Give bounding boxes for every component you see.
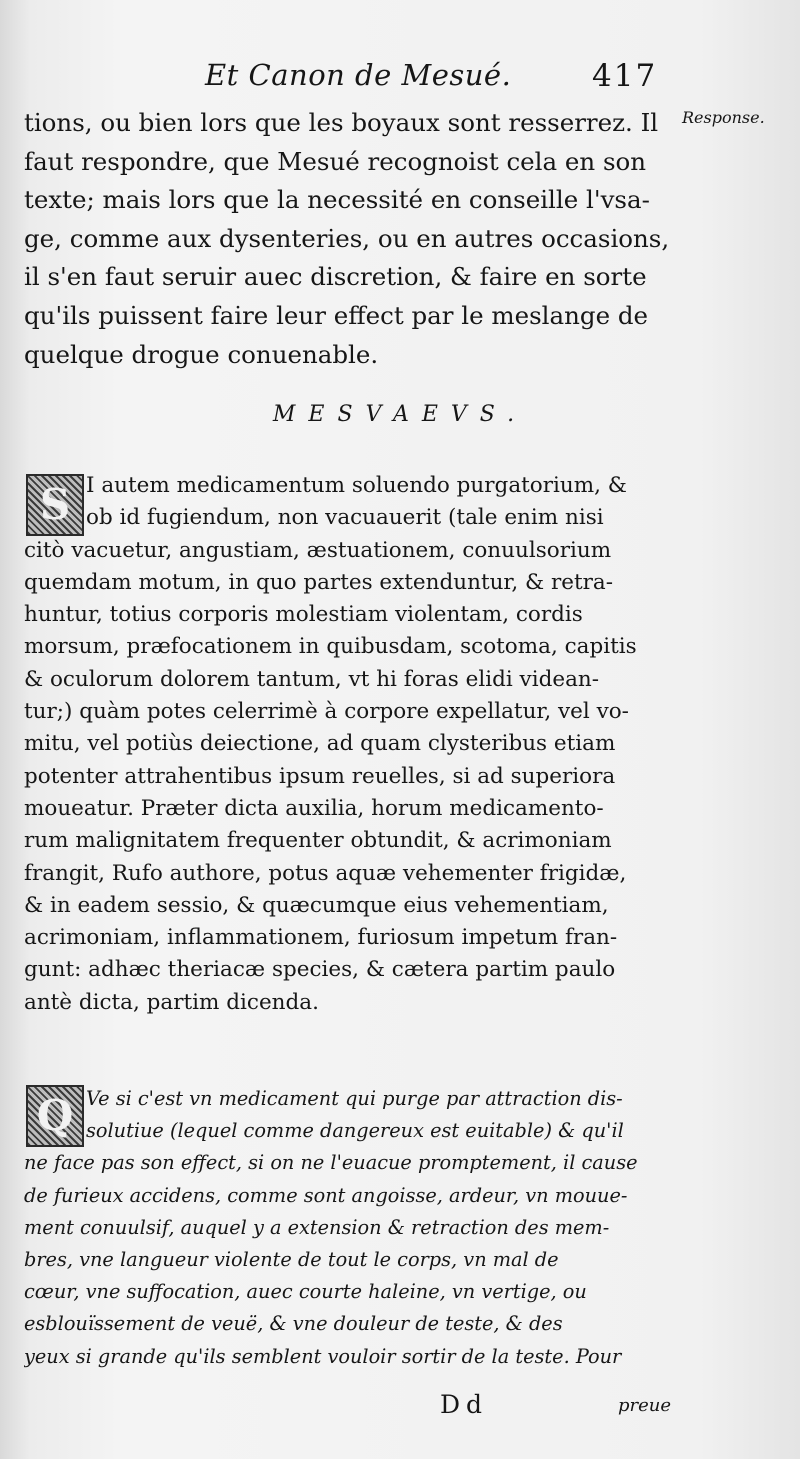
text-line: acrimoniam, inflammationem, furiosum impetum fran- [24, 925, 618, 951]
text-line: potenter attrahentibus ipsum reuelles, si ad superiora [24, 763, 616, 789]
french-commentary-top [24, 104, 676, 374]
text-line: antè dicta, partim dicenda. [24, 989, 319, 1015]
text-line: ne face pas son effect, si on ne l'euacue promptement, il cause [24, 1151, 638, 1175]
text-line: ment conuulsif, auquel y a extension & retraction des mem- [24, 1215, 610, 1239]
text-line: cœur, vne suffocation, auec courte haleine, vn vertige, ou [24, 1280, 587, 1304]
text-line: & in eadem sessio, & quæcumque eius vehementiam, [24, 892, 609, 918]
page-number: 417 [592, 58, 658, 94]
french-translation [24, 1083, 676, 1373]
text-line: quelque drogue conuenable. [24, 339, 379, 369]
section-title: MESVAEVS. [272, 402, 528, 427]
text-line: mitu, vel potiùs deiectione, ad quam clysteribus etiam [24, 731, 616, 757]
running-title: Et Canon de Mesué. [205, 58, 512, 92]
text-line: esblouïssement de veuë, & vne douleur de teste, & des [24, 1312, 563, 1336]
text-line: I autem medicamentum soluendo purgatorium, & [86, 473, 627, 498]
text-line: huntur, totius corporis molestiam violentam, cordis [24, 602, 583, 628]
text-line: rum malignitatem frequenter obtundit, & acrimoniam [24, 828, 612, 854]
text-line: frangit, Rufo authore, potus aquæ vehementer frigidæ, [24, 860, 627, 886]
text-line: ob id fugiendum, non vacuauerit (tale enim nisi [86, 505, 604, 531]
text-line: de furieux accidens, comme sont angoisse, ardeur, vn mouue- [24, 1183, 628, 1207]
text-line: solutiue (lequel comme dangereux est euitable) & qu'il [86, 1119, 624, 1143]
text-line: tions, ou bien lors que les boyaux sont resserrez. Il [24, 108, 659, 137]
text-line: quemdam motum, in quo partes extenduntur, & retra- [24, 569, 613, 595]
text-line: il s'en faut seruir auec discretion, & faire en sorte [24, 262, 647, 292]
page-header [0, 58, 800, 102]
decorated-initial: Q [26, 1085, 84, 1147]
text-line: yeux si grande qu'ils semblent vouloir sortir de la teste. Pour [24, 1344, 622, 1368]
text-line: bres, vne langueur violente de tout le corps, vn mal de [24, 1248, 559, 1272]
text-line: ge, comme aux dysenteries, ou en autres occasions, [24, 223, 670, 253]
text-line: qu'ils puissent faire leur effect par le meslange de [24, 300, 649, 330]
text-line: morsum, præfocationem in quibusdam, scotoma, capitis [24, 634, 637, 660]
margin-note: Response. [682, 108, 765, 127]
text-line: & oculorum dolorem tantum, vt hi foras elidi videan- [24, 666, 599, 692]
signature-mark: Dd [440, 1390, 489, 1419]
catchword: preue [618, 1395, 672, 1416]
latin-text [24, 470, 676, 1019]
text-line: gunt: adhæc theriacæ species, & cætera partim paulo [24, 957, 616, 983]
text-line: tur;) quàm potes celerrimè à corpore expellatur, vel vo- [24, 699, 629, 725]
text-line: citò vacuetur, angustiam, æstuationem, conuulsorium [24, 537, 612, 563]
text-line: texte; mais lors que la necessité en conseille l'vsa- [24, 185, 650, 215]
text-line: moueatur. Præter dicta auxilia, horum medicamento- [24, 795, 604, 821]
text-line: faut respondre, que Mesué recognoist cela en son [24, 146, 647, 176]
decorated-initial: S [26, 474, 84, 536]
text-line: Ve si c'est vn medicament qui purge par attraction dis- [86, 1087, 623, 1110]
